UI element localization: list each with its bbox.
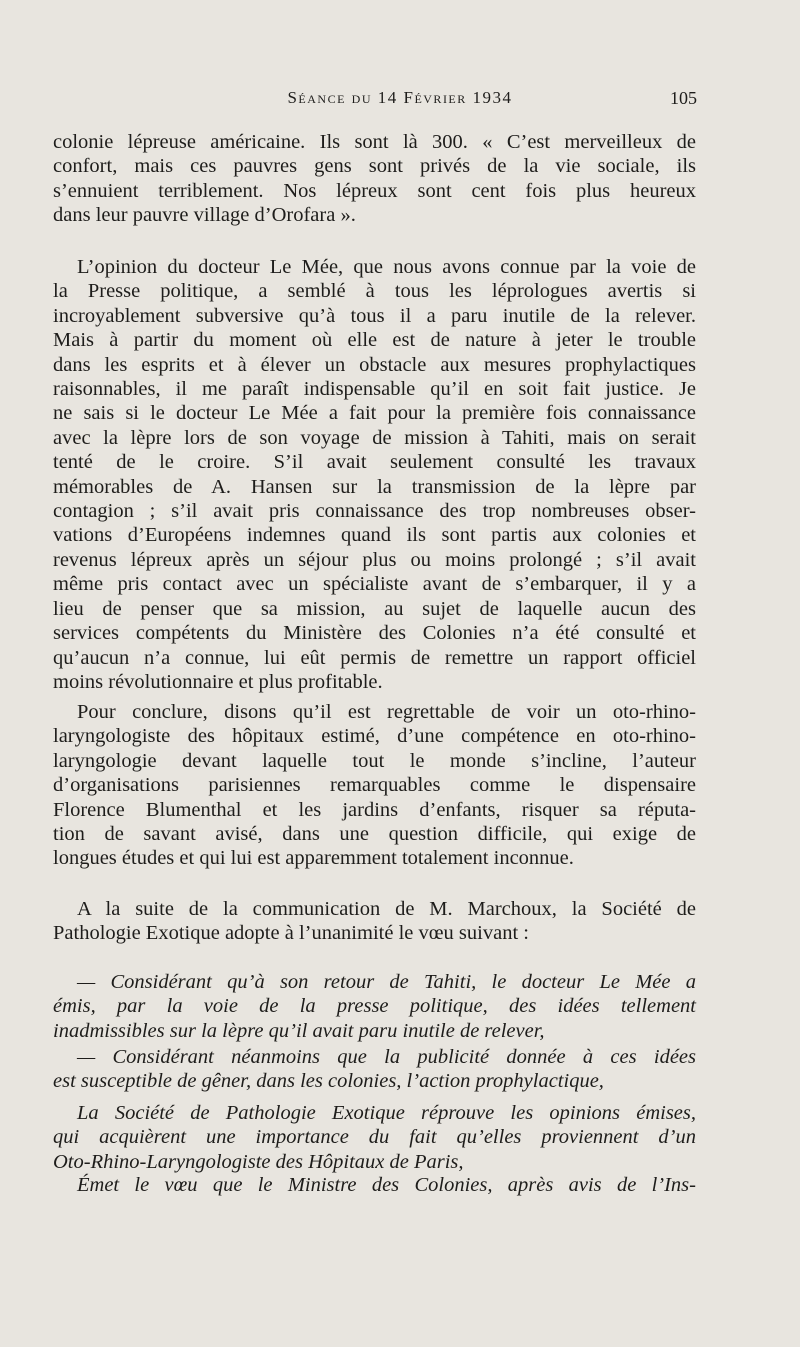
text-line: moins révolutionnaire et plus profitable. — [53, 670, 383, 693]
text-line: d’organisations parisiennes remarquables comme le dispensaire — [53, 774, 696, 797]
text-line: avec la lèpre lors de son voyage de mission à Tahiti, mais on serait — [53, 426, 696, 449]
text-line: services compétents du Ministère des Colonies n’a été consulté et — [53, 622, 696, 645]
text-line: — Considérant qu’à son retour de Tahiti, le docteur Le Mée a — [77, 971, 696, 993]
text-line: Pour conclure, disons qu’il est regrettable de voir un oto-rhino- — [77, 701, 696, 723]
paragraph-considerant-2 — [53, 1045, 696, 1094]
text-line: incroyablement subversive qu’à tous il a paru inutile de la relever. — [53, 304, 696, 327]
text-line: La Société de Pathologie Exotique réprouve les opinions émises, — [77, 1102, 696, 1124]
text-line: colonie lépreuse américaine. Ils sont là 300. « C’est merveilleux de — [53, 131, 696, 153]
running-title: Séance du 14 Février 1934 — [287, 88, 513, 107]
text-line: la Presse politique, a semblé à tous les léprologues avertis si — [53, 280, 696, 303]
page-header — [0, 84, 800, 114]
text-line: qui acquièrent une importance du fait qu’elles proviennent d’un — [53, 1126, 696, 1149]
text-line: Émet le vœu que le Ministre des Colonies, après avis de l’Ins- — [77, 1174, 696, 1196]
text-line: Oto-Rhino-Laryngologiste des Hôpitaux de Paris, — [53, 1150, 464, 1173]
text-line: longues études et qui lui est apparemment totalement inconnue. — [53, 847, 574, 870]
text-line: confort, mais ces pauvres gens sont privés de la vie sociale, ils — [53, 155, 696, 178]
text-line: Pathologie Exotique adopte à l’unanimité le vœu suivant : — [53, 922, 529, 945]
text-line: mémorables de A. Hansen sur la transmission de la lèpre par — [53, 475, 696, 498]
text-line: A la suite de la communication de M. Marchoux, la Société de — [77, 898, 696, 920]
text-line: raisonnables, il me paraît indispensable qu’il en soit fait justice. Je — [53, 378, 696, 401]
text-line: vations d’Européens indemnes quand ils sont partis aux colonies et — [53, 524, 696, 547]
text-line: tion de savant avisé, dans une question difficile, qui exige de — [53, 823, 696, 846]
text-line: Mais à partir du moment où elle est de nature à jeter le trouble — [53, 329, 696, 352]
text-line: lieu de penser que sa mission, au sujet de laquelle aucun des — [53, 597, 696, 620]
text-line: laryngologiste des hôpitaux estimé, d’une compétence en oto-rhino- — [53, 725, 696, 748]
text-line: Florence Blumenthal et les jardins d’enfants, risquer sa réputa- — [53, 798, 696, 821]
paragraph-opinion — [53, 255, 696, 694]
paragraph-conclusion — [53, 700, 696, 871]
text-line: ne sais si le docteur Le Mée a fait pour la première fois connaissance — [53, 402, 696, 425]
text-line: qu’aucun n’a connue, lui eût permis de remettre un rapport officiel — [53, 646, 696, 669]
paragraph-reprouve — [53, 1101, 696, 1174]
text-line: émis, par la voie de la presse politique, des idées tellement — [53, 995, 696, 1018]
text-line: dans leur pauvre village d’Orofara ». — [53, 204, 356, 227]
text-line: dans les esprits et à élever un obstacle aux mesures prophylactiques — [53, 353, 696, 376]
paragraph-considerant-1 — [53, 970, 696, 1043]
text-line: même pris contact avec un spécialiste avant de s’embarquer, il y a — [53, 573, 696, 596]
paragraph-motion-intro — [53, 897, 696, 946]
text-line: revenus lépreux après un séjour plus ou moins prolongé ; s’il avait — [53, 548, 696, 571]
text-line: s’ennuient terriblement. Nos lépreux sont cent fois plus heureux — [53, 179, 696, 202]
paragraph-voeu — [53, 1173, 696, 1197]
text-line: — Considérant néanmoins que la publicité donnée à ces idées — [77, 1046, 696, 1068]
text-line: est susceptible de gêner, dans les colonies, l’action prophylactique, — [53, 1070, 604, 1093]
paragraph-quote-end — [53, 130, 696, 228]
text-line: inadmissibles sur la lèpre qu’il avait paru inutile de relever, — [53, 1019, 545, 1042]
text-line: L’opinion du docteur Le Mée, que nous avons connue par la voie de — [77, 256, 696, 278]
text-line: tenté de le croire. S’il avait seulement consulté les travaux — [53, 451, 696, 474]
text-line: laryngologie devant laquelle tout le monde s’incline, l’auteur — [53, 749, 696, 772]
text-line: contagion ; s’il avait pris connaissance des trop nombreuses obser- — [53, 500, 696, 523]
page-number: 105 — [670, 88, 697, 108]
